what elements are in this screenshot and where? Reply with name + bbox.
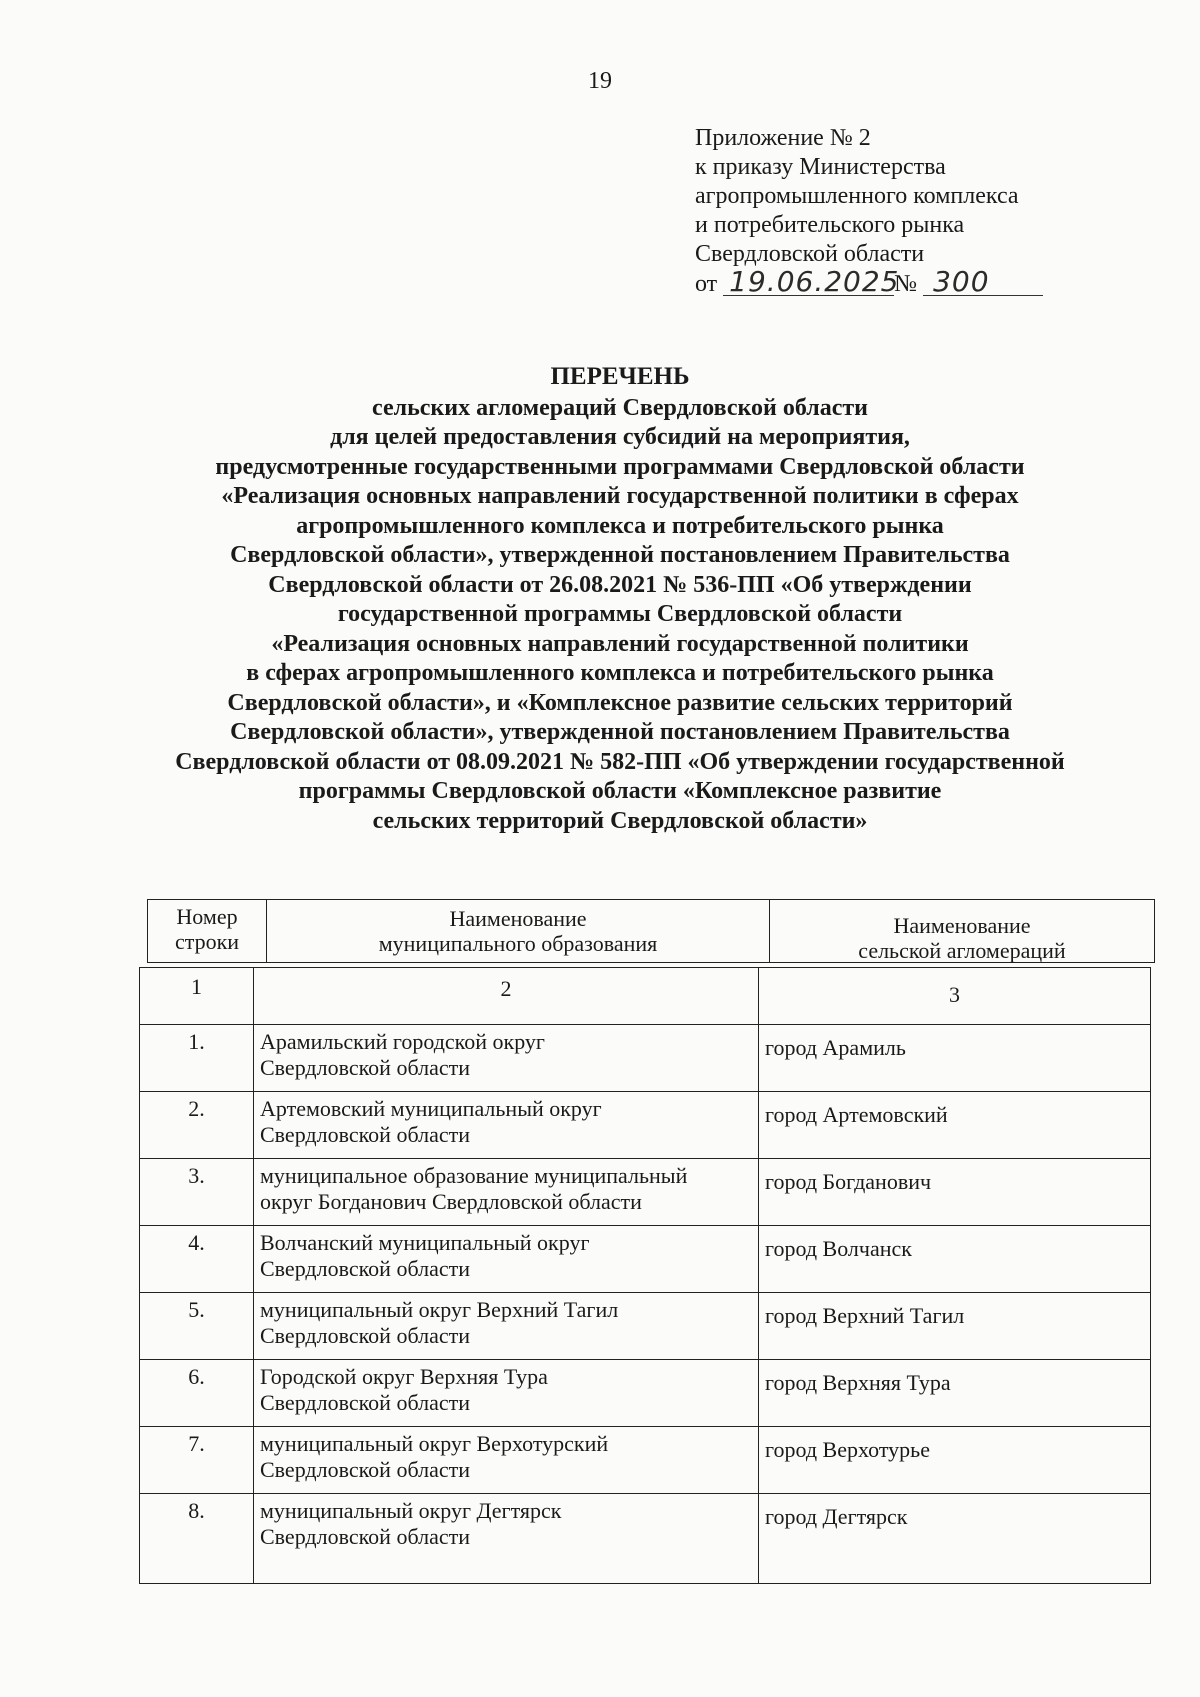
municipality-line: Свердловской области xyxy=(260,1323,470,1348)
title-line: сельских территорий Свердловской области» xyxy=(372,807,868,834)
title-line: Свердловской области», утвержденной постановлением Правительства xyxy=(230,719,1010,745)
column-index: 3 xyxy=(759,968,1151,1025)
municipality-name xyxy=(254,1159,759,1226)
agglomeration-name: город Дегтярск xyxy=(759,1494,1151,1584)
title-line: программы Свердловской области «Комплексное развитие xyxy=(298,778,942,804)
appendix-line: и потребительского рынка xyxy=(695,212,965,238)
municipality-line: Артемовский муниципальный округ xyxy=(260,1096,602,1121)
row-number: 3. xyxy=(140,1159,254,1226)
header-text: муниципального образования xyxy=(378,931,658,956)
appendix-block xyxy=(695,124,1115,299)
header-agglomeration xyxy=(770,900,1154,962)
municipality-line: муниципальный округ Верхний Тагил xyxy=(260,1297,619,1322)
agglomeration-name: город Верхотурье xyxy=(759,1427,1151,1494)
municipality-line: Волчанский муниципальный округ xyxy=(260,1230,590,1255)
table-row xyxy=(140,1427,1151,1494)
title-line: Свердловской области», и «Комплексное развитие сельских территорий xyxy=(227,689,1013,716)
table-row xyxy=(140,1092,1151,1159)
title-line: Свердловской области от 08.09.2021 № 582-ПП «Об утверждении государственной xyxy=(175,748,1065,775)
row-number: 2. xyxy=(140,1092,254,1159)
column-index-row xyxy=(140,968,1151,1025)
agglomeration-name: город Арамиль xyxy=(759,1025,1151,1092)
title-line: государственной программы Свердловской области xyxy=(337,601,903,627)
header-text: Наименование xyxy=(893,913,1031,938)
municipality-line: Арамильский городской округ xyxy=(260,1029,545,1054)
table-row xyxy=(140,1293,1151,1360)
agglomeration-name: город Богданович xyxy=(759,1159,1151,1226)
agglomeration-name: город Волчанск xyxy=(759,1226,1151,1293)
date-prefix: от xyxy=(695,271,718,297)
municipality-name xyxy=(254,1360,759,1427)
handwritten-number: 300 xyxy=(923,269,1043,296)
column-index: 1 xyxy=(140,968,254,1025)
municipality-name xyxy=(254,1092,759,1159)
municipality-line: округ Богданович Свердловской области xyxy=(260,1189,642,1214)
row-number: 6. xyxy=(140,1360,254,1427)
row-number: 7. xyxy=(140,1427,254,1494)
row-number: 5. xyxy=(140,1293,254,1360)
title-line: сельских агломераций Свердловской области xyxy=(372,394,868,421)
agglomeration-name: город Верхняя Тура xyxy=(759,1360,1151,1427)
municipality-line: Свердловской области xyxy=(260,1122,470,1147)
municipality-line: муниципальный округ Верхотурский xyxy=(260,1431,609,1456)
document-title xyxy=(120,362,1120,836)
title-line: агропромышленного комплекса и потребительского рынка xyxy=(296,512,944,539)
table-row xyxy=(140,1025,1151,1092)
municipality-line: муниципальный округ Дегтярск xyxy=(260,1498,562,1523)
row-number: 1. xyxy=(140,1025,254,1092)
header-row-number xyxy=(148,900,267,962)
table-header xyxy=(147,899,1155,963)
title-main: ПЕРЕЧЕНЬ xyxy=(550,363,690,390)
header-text: строки xyxy=(174,929,240,954)
handwritten-date: 19.06.2025 xyxy=(723,269,894,296)
title-line: «Реализация основных направлений государственной политики xyxy=(271,630,969,657)
header-text: Наименование xyxy=(449,906,587,931)
table-row xyxy=(140,1360,1151,1427)
column-index: 2 xyxy=(254,968,759,1025)
table-row xyxy=(140,1159,1151,1226)
row-number: 8. xyxy=(140,1494,254,1584)
municipality-line: муниципальное образование муниципальный xyxy=(260,1163,688,1188)
municipality-line: Городской округ Верхняя Тура xyxy=(260,1364,548,1389)
title-line: Свердловской области от 26.08.2021 № 536-ПП «Об утверждении xyxy=(268,571,972,598)
municipality-name xyxy=(254,1427,759,1494)
agglomeration-name: город Артемовский xyxy=(759,1092,1151,1159)
title-line: предусмотренные государственными программами Свердловской области xyxy=(215,453,1025,480)
title-line: Свердловской области», утвержденной постановлением Правительства xyxy=(230,542,1010,568)
municipality-line: Свердловской области xyxy=(260,1457,470,1482)
row-number: 4. xyxy=(140,1226,254,1293)
appendix-line: Приложение № 2 xyxy=(695,125,871,151)
number-prefix: № xyxy=(894,271,918,297)
table-row xyxy=(140,1226,1151,1293)
agglomeration-name: город Верхний Тагил xyxy=(759,1293,1151,1360)
municipality-name xyxy=(254,1494,759,1584)
header-municipality xyxy=(267,900,770,962)
appendix-line: агропромышленного комплекса xyxy=(695,183,1019,209)
title-line: в сферах агропромышленного комплекса и потребительского рынка xyxy=(246,660,994,686)
municipality-name xyxy=(254,1226,759,1293)
order-date-row xyxy=(695,265,1115,299)
municipality-line: Свердловской области xyxy=(260,1256,470,1281)
municipality-name xyxy=(254,1293,759,1360)
page-number: 19 xyxy=(588,68,612,94)
municipality-line: Свердловской области xyxy=(260,1524,470,1549)
header-text: сельской агломераций xyxy=(858,938,1066,963)
header-text: Номер xyxy=(176,904,238,929)
municipality-line: Свердловской области xyxy=(260,1390,470,1415)
title-line: «Реализация основных направлений государственной политики в сферах xyxy=(221,483,1019,509)
title-line: для целей предоставления субсидий на мероприятия, xyxy=(330,424,910,450)
appendix-line: к приказу Министерства xyxy=(695,154,946,180)
agglomerations-table xyxy=(139,967,1151,1584)
appendix-line: Свердловской области xyxy=(695,241,925,267)
table-row xyxy=(140,1494,1151,1584)
municipality-name xyxy=(254,1025,759,1092)
municipality-line: Свердловской области xyxy=(260,1055,470,1080)
